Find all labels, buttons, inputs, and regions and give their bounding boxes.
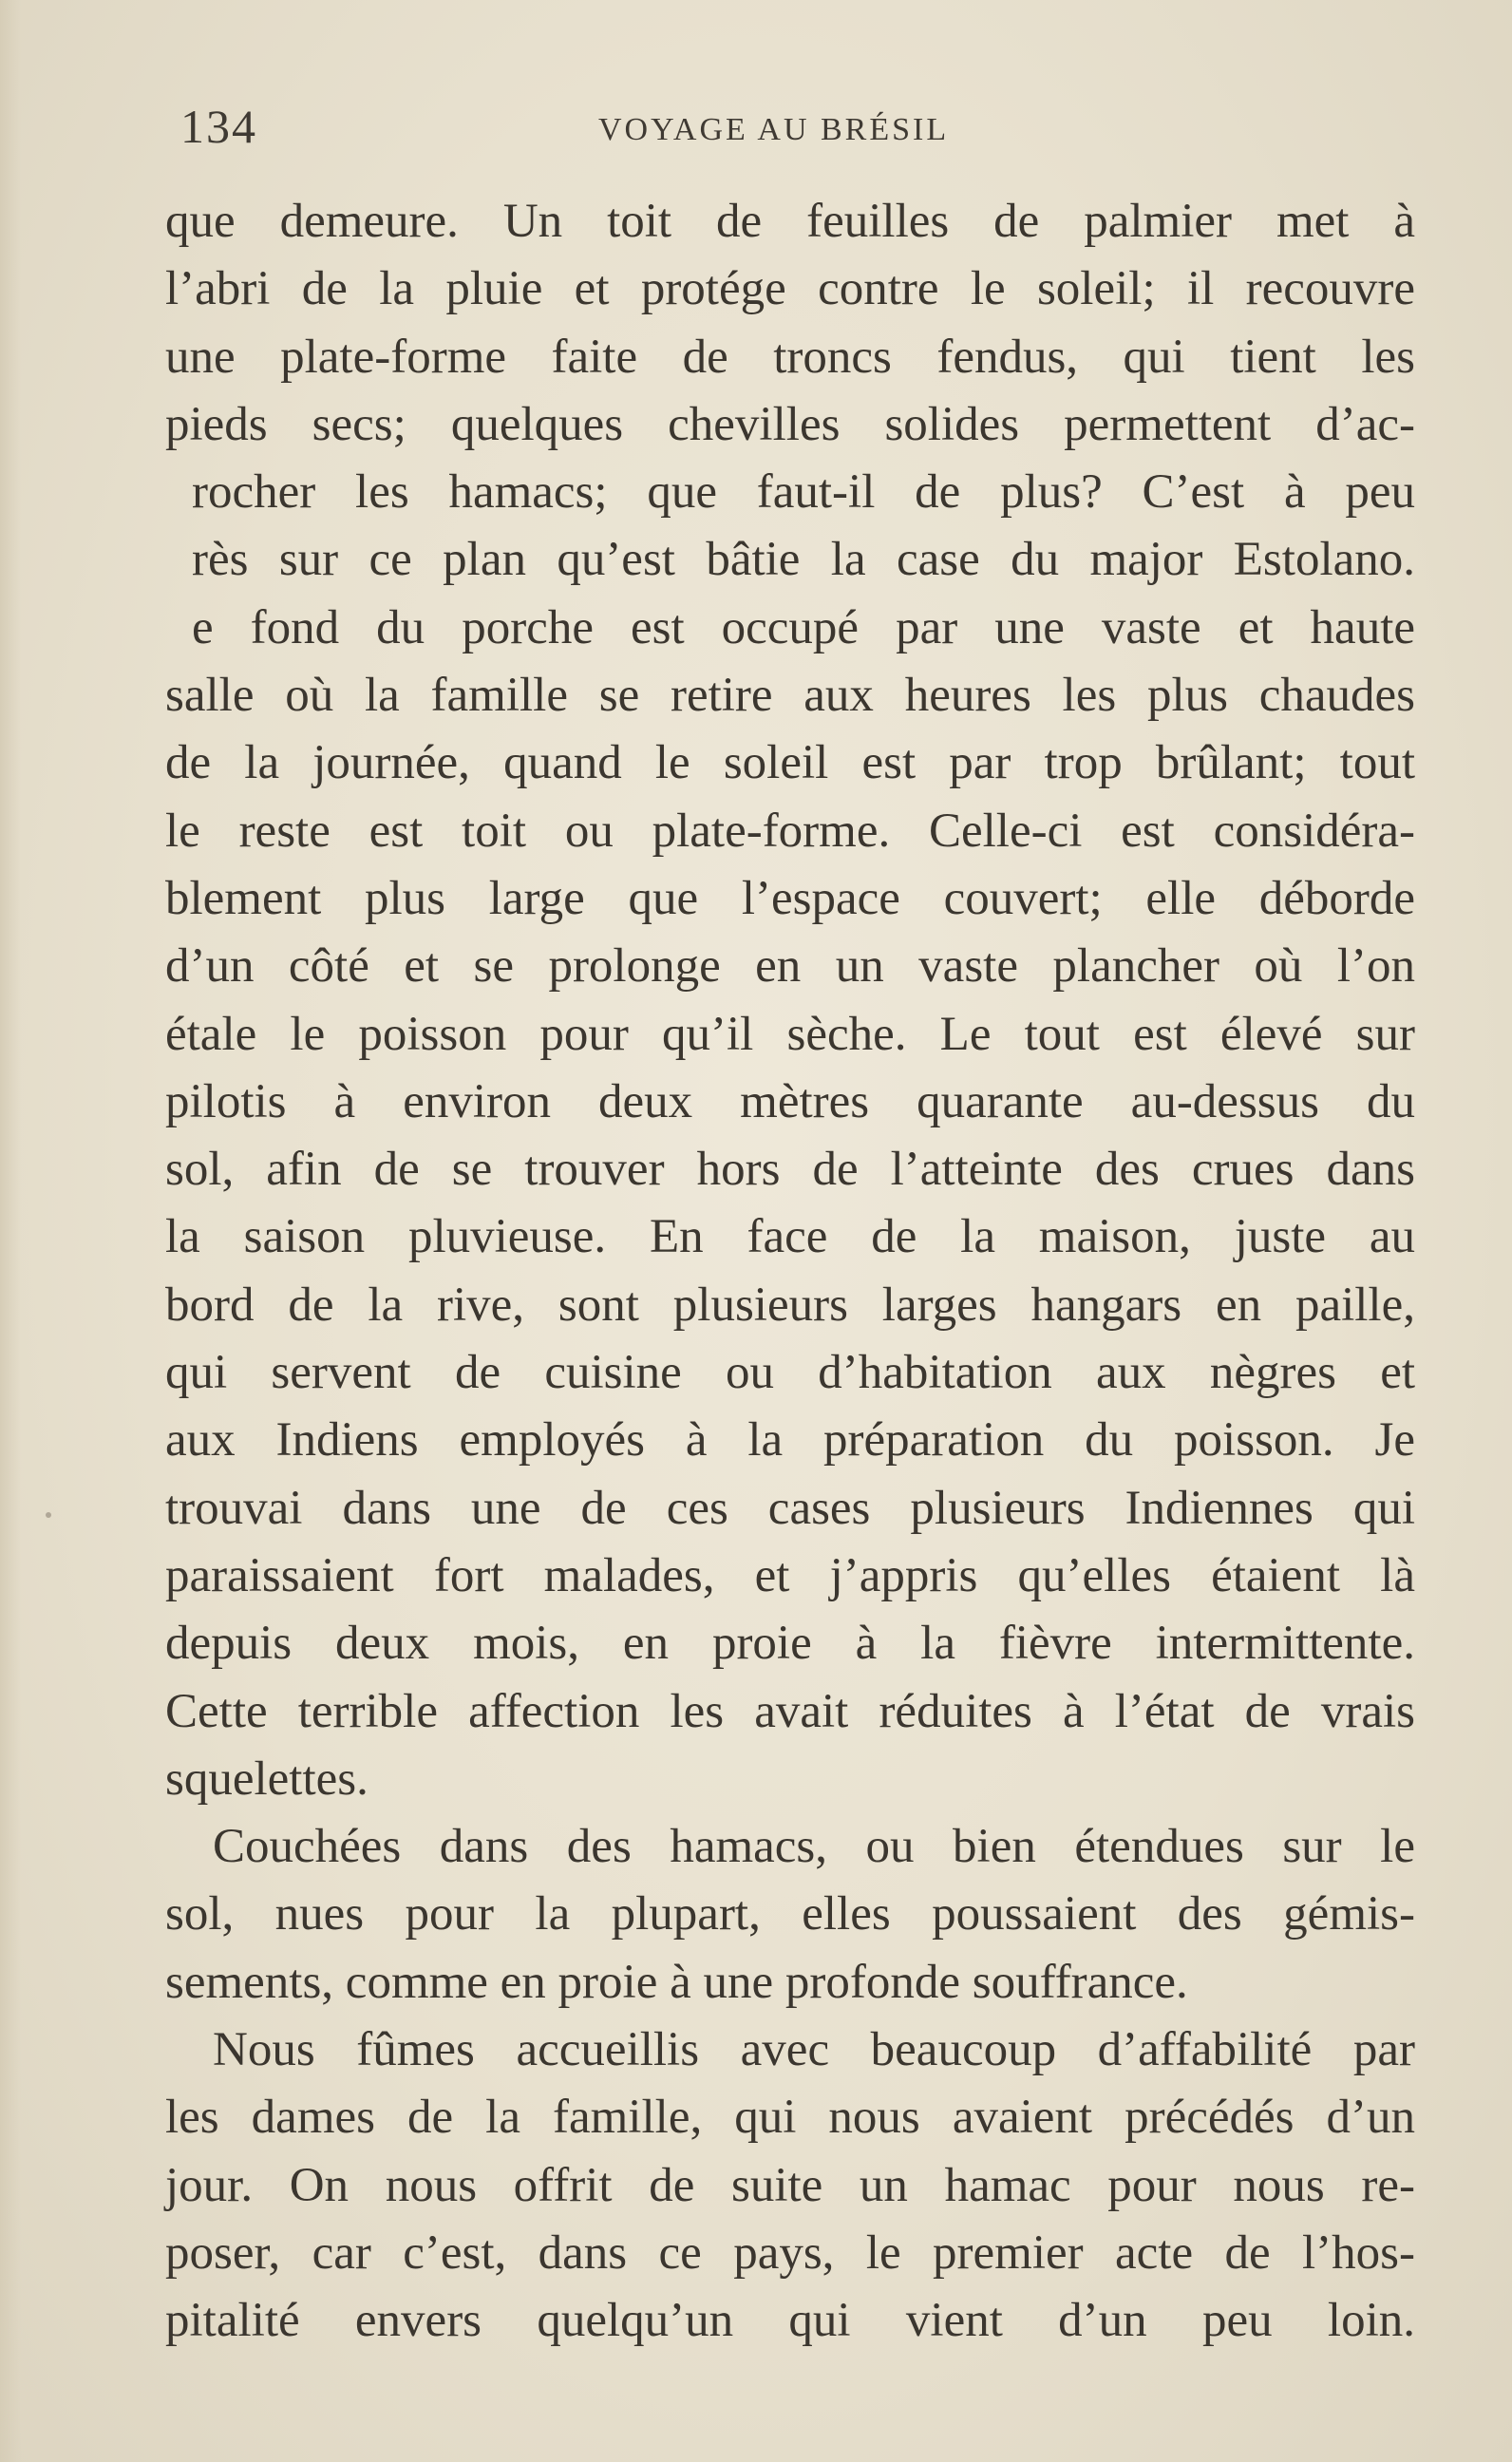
text-line: les dames de la famille, qui nous avaient précédés d’un <box>165 2091 1415 2145</box>
text-line: squelettes. <box>165 1752 369 1806</box>
text-line: Cette terrible affection les avait réduites à l’état de vrais <box>165 1684 1415 1738</box>
text-line: que demeure. Un toit de feuilles de palmier met à <box>165 195 1415 248</box>
text-line: bord de la rive, sont plusieurs larges hangars en paille, <box>165 1278 1415 1332</box>
paper-speck <box>46 1512 51 1518</box>
text-line: la saison pluvieuse. En face de la maison, juste au <box>165 1210 1415 1264</box>
text-line: de la journée, quand le soleil est par trop brûlant; tout <box>165 736 1415 790</box>
text-line: sol, afin de se trouver hors de l’atteinte des crues dans <box>165 1143 1415 1197</box>
text-line: d’un côté et se prolonge en un vaste plancher où l’on <box>165 939 1415 994</box>
text-line: paraissaient fort malades, et j’appris qu’elles étaient là <box>165 1548 1415 1602</box>
text-line: rès sur ce plan qu’est bâtie la case du major Estolano. <box>192 533 1415 587</box>
text-line: e fond du porche est occupé par une vaste et haute <box>192 600 1415 654</box>
text-line: aux Indiens employés à la préparation du poisson. Je <box>165 1413 1415 1468</box>
page-edge-shadow <box>0 0 21 2462</box>
page-number: 134 <box>180 100 257 153</box>
text-line: Nous fûmes accueillis avec beaucoup d’affabilité par <box>213 2023 1415 2077</box>
running-head <box>180 99 1415 156</box>
text-line: pilotis à environ deux mètres quarante au-dessus du <box>165 1074 1415 1128</box>
text-line: qui servent de cuisine ou d’habitation aux nègres et <box>165 1346 1415 1400</box>
text-line: trouvai dans une de ces cases plusieurs Indiennes qui <box>165 1481 1415 1535</box>
body-text <box>165 188 1415 2356</box>
text-line: poser, car c’est, dans ce pays, le premier acte de l’hos- <box>165 2225 1415 2280</box>
text-line: étale le poisson pour qu’il sèche. Le tout est élevé sur <box>165 1007 1415 1061</box>
text-line: l’abri de la pluie et protége contre le soleil; il recouvre <box>165 262 1415 316</box>
text-line: pitalité envers quelqu’un qui vient d’un peu loin. <box>165 2294 1415 2348</box>
text-line: depuis deux mois, en proie à la fièvre intermittente. <box>165 1617 1415 1671</box>
text-line: le reste est toit ou plate-forme. Celle-ci est considéra- <box>165 804 1415 858</box>
text-line: pieds secs; quelques chevilles solides permettent d’ac- <box>165 397 1415 451</box>
text-line: sol, nues pour la plupart, elles poussaient des gémis- <box>165 1887 1415 1941</box>
text-line: jour. On nous offrit de suite un hamac pour nous re- <box>165 2158 1415 2212</box>
text-line: une plate-forme faite de troncs fendus, qui tient les <box>165 330 1415 384</box>
text-line: Couchées dans des hamacs, ou bien étendues sur le <box>213 1820 1415 1874</box>
text-line: rocher les hamacs; que faut-il de plus? C’est à peu <box>192 465 1415 520</box>
text-line: salle où la famille se retire aux heures les plus chaudes <box>165 669 1415 723</box>
running-title: VOYAGE AU BRÉSIL <box>598 112 950 147</box>
text-line: blement plus large que l’espace couvert; elle déborde <box>165 871 1415 925</box>
text-line: sements, comme en proie à une profonde souffrance. <box>165 1955 1188 2009</box>
